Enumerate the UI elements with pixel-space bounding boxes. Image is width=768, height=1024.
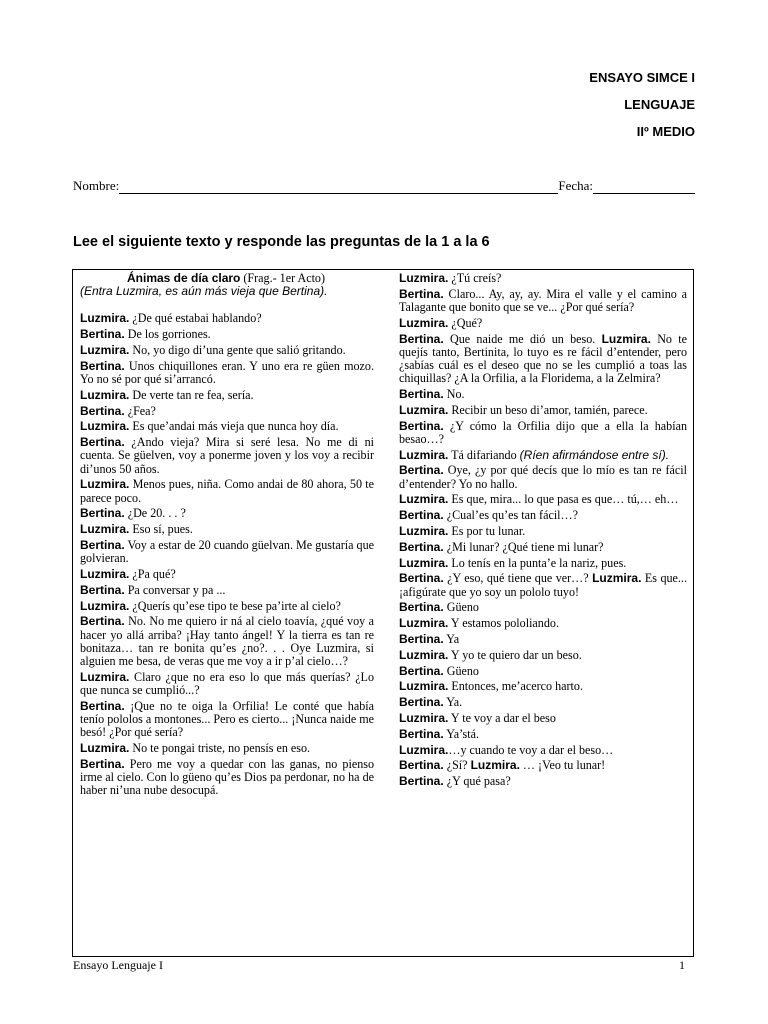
dialogue-text: Ya’stá.	[443, 726, 479, 741]
dialogue-line	[399, 272, 687, 285]
dialogue-line	[80, 568, 374, 581]
dialogue-text: … ¡Veo tu lunar!	[519, 758, 606, 773]
speaker-name: Bertina.	[399, 726, 444, 741]
dialogue-text: ¿Querís qu’ese tipo te bese pa’irte al cielo?	[129, 598, 341, 613]
dialogue-line	[399, 388, 687, 401]
dialogue-line	[399, 333, 687, 386]
dialogue-text: Claro... Ay, ay, ay. Mira el valle y el camino a Talagante que bonito que se ve... ¿Por qué sería?	[399, 286, 687, 314]
dialogue-text: Güeno	[443, 663, 479, 678]
dialogue-line	[399, 775, 687, 788]
dialogue-text: Claro ¿que no era eso lo que más querías? ¿Lo que nunca se cumplió...?	[80, 669, 374, 697]
speaker-name: Luzmira.	[80, 477, 130, 492]
dialogue-line	[80, 405, 374, 418]
speaker-name: Luzmira.	[399, 523, 449, 538]
date-field[interactable]	[593, 182, 695, 194]
dialogue-text: ¿Ando vieja? Mira si seré lesa. No me di ni cuenta. Se güelven, voy a ponerme joven y los voy a recibir di’unos 50 años.	[80, 435, 374, 476]
dialogue-text: Es que’andai más vieja que nunca hoy día.	[129, 419, 339, 434]
speaker-name: Bertina.	[80, 435, 125, 450]
dialogue-line	[399, 680, 687, 693]
dialogue-text: ¿De qué estabai hablando?	[129, 311, 262, 326]
left-column	[80, 272, 374, 800]
speaker-name: Luzmira.	[80, 669, 130, 684]
speaker-name: Bertina.	[80, 358, 125, 373]
speaker-name: Luzmira.	[399, 555, 449, 570]
speaker-name: Luzmira.	[80, 598, 130, 613]
dialogue-line	[399, 633, 687, 646]
dialogue-line	[399, 420, 687, 446]
right-dialogue	[399, 272, 687, 788]
text-box	[72, 269, 694, 957]
dialogue-line	[80, 742, 374, 755]
speaker-name: Luzmira.	[592, 571, 642, 586]
dialogue-text: ¿Y cómo la Orfilia dijo que a ella la habían besao…?	[399, 418, 687, 446]
speaker-name: Luzmira.	[399, 679, 449, 694]
speaker-name: Bertina.	[399, 539, 444, 554]
exam-title: ENSAYO SIMCE I	[589, 70, 695, 85]
name-label: Nombre:	[73, 178, 120, 193]
dialogue-line	[80, 312, 374, 325]
dialogue-text: No. No me quiero ir ná al cielo toavía, ¿qué voy a hacer yo allá arriba? ¡Hay tanto ángel! Y la tierra es tan re bonitaza… tan re bonita qu’es ¿no?. . . Oye Luzmira, si alguien me besa, de veras que me voy a ir p’al cielo…?	[80, 614, 374, 668]
dialogue-text: No te pongai triste, no pensís en eso.	[129, 740, 311, 755]
dialogue-line	[399, 601, 687, 614]
dialogue-text: Entonces, me’acerco harto.	[448, 679, 583, 694]
dialogue-text: Y yo te quiero dar un beso.	[448, 647, 582, 662]
speaker-name: Luzmira.	[399, 742, 449, 757]
stage-direction: (Ríen afirmándose entre sí).	[519, 447, 670, 462]
speaker-name: Bertina.	[80, 756, 125, 771]
speaker-name: Bertina.	[399, 508, 444, 523]
speaker-name: Bertina.	[399, 331, 444, 346]
name-date-row	[73, 178, 695, 194]
name-field[interactable]	[119, 182, 558, 194]
dialogue-line	[399, 449, 687, 462]
dialogue-text: ¿Y qué pasa?	[443, 774, 511, 789]
text-title: Ánimas de día claro	[127, 271, 241, 285]
dialogue-text: No, yo digo di’una gente que salió gritando.	[129, 343, 346, 357]
speaker-name: Bertina.	[399, 571, 444, 586]
dialogue-text: Que naide me dió un beso.	[443, 331, 602, 346]
speaker-name: Bertina.	[399, 758, 444, 773]
speaker-name: Bertina.	[80, 698, 125, 713]
speaker-name: Bertina.	[399, 695, 444, 710]
dialogue-line	[80, 507, 374, 520]
dialogue-line	[80, 700, 374, 740]
dialogue-line	[399, 493, 687, 506]
speaker-name: Luzmira.	[601, 331, 651, 346]
dialogue-text: Y te voy a dar el beso	[448, 710, 556, 725]
dialogue-text: Es que... ¡afigúrate que yo soy un pololo tuyo!	[399, 571, 687, 599]
dialogue-line	[399, 696, 687, 709]
dialogue-line	[399, 541, 687, 554]
left-dialogue	[80, 312, 374, 797]
speaker-name: Luzmira.	[470, 758, 520, 773]
speaker-name: Bertina.	[399, 286, 444, 301]
dialogue-line	[399, 317, 687, 330]
dialogue-text: ¿Sí?	[443, 758, 471, 773]
speaker-name: Bertina.	[80, 327, 125, 342]
speaker-name: Bertina.	[399, 418, 444, 433]
dialogue-text: ¿Mi lunar? ¿Qué tiene mi lunar?	[443, 539, 604, 554]
dialogue-text: Unos chiquillones eran. Y uno era re güen mozo. Yo no sé por qué si’arrancó.	[80, 358, 374, 386]
dialogue-line	[80, 344, 374, 357]
dialogue-line	[399, 712, 687, 725]
dialogue-text: ¿Cual’es qu’es tan fácil…?	[443, 508, 579, 523]
speaker-name: Luzmira.	[80, 740, 130, 755]
dialogue-text: De los gorriones.	[124, 327, 211, 342]
dialogue-text: Ya	[443, 631, 460, 646]
speaker-name: Luzmira.	[399, 447, 449, 462]
speaker-name: Bertina.	[399, 387, 444, 401]
speaker-name: Luzmira.	[80, 343, 130, 357]
dialogue-text: Y estamos pololiando.	[448, 616, 559, 631]
dialogue-text: ¿De 20. . . ?	[124, 506, 186, 521]
dialogue-line	[80, 436, 374, 476]
speaker-name: Luzmira.	[80, 419, 130, 434]
speaker-name: Luzmira.	[399, 315, 449, 330]
speaker-name: Luzmira.	[399, 616, 449, 631]
dialogue-line	[399, 288, 687, 314]
dialogue-text: Tá difariando	[448, 447, 520, 462]
dialogue-line	[399, 557, 687, 570]
dialogue-line	[80, 539, 374, 565]
dialogue-text: Eso sí, pues.	[129, 522, 193, 537]
dialogue-line	[399, 744, 687, 757]
footer-label: Ensayo Lenguaje I	[73, 958, 163, 972]
speaker-name: Luzmira.	[80, 522, 130, 537]
dialogue-text: No te quejís tanto, Bertinita, lo tuyo es re fácil d’entender, pero ¿sabías cuál es el deseo que no se les cumplió a toas las chiquillas? ¿A la Orfilia, a la Floridema, a la Zelmira?	[399, 331, 687, 386]
subject-label: LENGUAJE	[624, 97, 695, 112]
grade-label: IIº MEDIO	[636, 124, 695, 139]
dialogue-text: No.	[443, 387, 465, 401]
instruction-text: Lee el siguiente texto y responde las preguntas de la 1 a la 6	[73, 234, 490, 250]
dialogue-line	[80, 420, 374, 433]
dialogue-line	[80, 671, 374, 697]
dialogue-text: ¿Pa qué?	[129, 566, 176, 581]
dialogue-text: De verte tan re fea, sería.	[129, 387, 254, 402]
dialogue-line	[80, 758, 374, 798]
dialogue-text: ¿Qué?	[448, 315, 483, 330]
speaker-name: Luzmira.	[399, 492, 449, 507]
page-footer	[73, 958, 685, 973]
right-column	[399, 272, 687, 791]
dialogue-text: Oye, ¿y por qué decís que lo mío es tan re fácil d’entender? Yo no hallo.	[399, 463, 687, 491]
speaker-name: Luzmira.	[80, 566, 130, 581]
dialogue-text: ¡Que no te oiga la Orfilia! Le conté que había tenío pololos a montones... Pero es cierto... ¡Nunca naide me besó! ¿Por qué sería?	[80, 698, 374, 740]
dialogue-text: ¿Fea?	[124, 403, 156, 418]
dialogue-text: Voy a estar de 20 cuando güelvan. Me gustaría que golvieran.	[80, 537, 374, 566]
dialogue-line	[80, 523, 374, 536]
dialogue-line	[399, 759, 687, 772]
dialogue-text: Recibir un beso di’amor, tamién, parece.	[448, 402, 648, 417]
speaker-name: Bertina.	[399, 463, 444, 478]
speaker-name: Bertina.	[80, 614, 125, 629]
date-label: Fecha:	[558, 178, 593, 193]
dialogue-text: Güeno	[443, 600, 479, 615]
page-number: 1	[679, 958, 685, 972]
dialogue-text: …y cuando te voy a dar el beso…	[448, 742, 614, 757]
dialogue-text: ¿Tú creís?	[448, 271, 502, 285]
dialogue-line	[80, 328, 374, 341]
dialogue-line	[399, 728, 687, 741]
speaker-name: Bertina.	[399, 600, 444, 615]
speaker-name: Luzmira.	[399, 271, 449, 285]
dialogue-line	[80, 584, 374, 597]
speaker-name: Bertina.	[80, 403, 125, 418]
speaker-name: Luzmira.	[399, 647, 449, 662]
speaker-name: Luzmira.	[399, 402, 449, 417]
speaker-name: Luzmira.	[80, 311, 130, 326]
dialogue-line	[80, 600, 374, 613]
speaker-name: Luzmira.	[399, 710, 449, 725]
dialogue-line	[399, 525, 687, 538]
dialogue-line	[399, 404, 687, 417]
title-note: (Frag.- 1er Acto)	[240, 271, 326, 285]
speaker-name: Bertina.	[399, 663, 444, 678]
dialogue-line	[399, 509, 687, 522]
dialogue-text: Ya.	[443, 695, 463, 710]
speaker-name: Bertina.	[80, 537, 125, 552]
dialogue-line	[80, 615, 374, 668]
dialogue-line	[399, 572, 687, 598]
dialogue-text: Es que, mira... lo que pasa es que… tú,… eh…	[448, 492, 679, 507]
speaker-name: Bertina.	[399, 631, 444, 646]
speaker-name: Bertina.	[80, 582, 125, 597]
dialogue-text: Menos pues, niña. Como andai de 80 ahora, 50 te parece poco.	[80, 477, 374, 505]
dialogue-line	[399, 617, 687, 630]
dialogue-line	[80, 360, 374, 386]
speaker-name: Bertina.	[399, 774, 444, 789]
dialogue-text: Pa conversar y pa ...	[124, 582, 226, 597]
dialogue-line	[80, 389, 374, 402]
dialogue-line	[80, 478, 374, 504]
speaker-name: Luzmira.	[80, 387, 130, 402]
dialogue-line	[399, 649, 687, 662]
opening-stage-direction: (Entra Luzmira, es aún más vieja que Bertina).	[80, 284, 328, 299]
speaker-name: Bertina.	[80, 506, 125, 521]
dialogue-line	[399, 464, 687, 490]
dialogue-text: Es por tu lunar.	[448, 523, 526, 538]
dialogue-text: Lo tenís en la punta’e la nariz, pues.	[448, 555, 627, 570]
dialogue-line	[399, 665, 687, 678]
dialogue-text: ¿Y eso, qué tiene que ver…?	[443, 571, 593, 586]
dialogue-text: Pero me voy a quedar con las ganas, no pienso irme al cielo. Con lo güeno qu’es Dios pa perdonar, no ha de haber ni’una nube desocupá.	[80, 756, 374, 798]
